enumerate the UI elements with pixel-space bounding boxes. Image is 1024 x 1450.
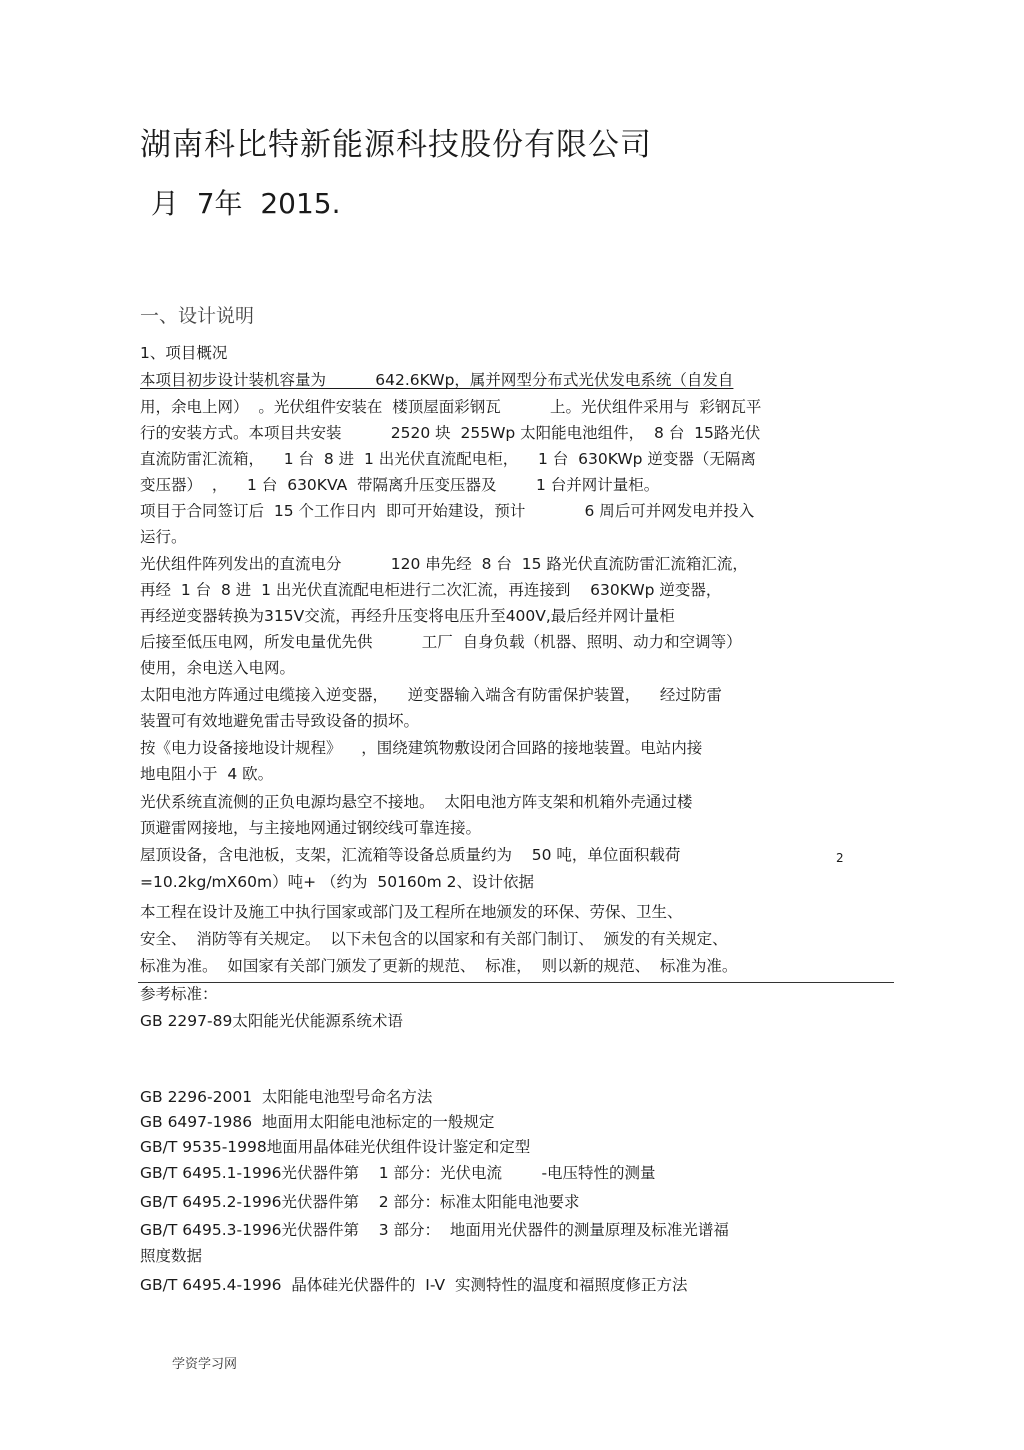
text-line: 本工程在设计及施工中执行国家或部门及工程所在地颁发的环保、劳保、卫生、 — [140, 903, 683, 921]
text-line: 行的安装方式。本项目共安装 2520 块 255Wp 太阳能电池组件， 8 台 15路光伏 — [140, 424, 761, 442]
text-line: 后接至低压电网，所发电量优先供 工厂 自身负载（机器、照明、动力和空调等） — [140, 633, 742, 651]
text-line: 屋顶设备，含电池板，支架，汇流箱等设备总质量约为 50 吨，单位面积载荷 — [140, 846, 681, 864]
superscript-mark: 2 — [836, 851, 844, 865]
text-line: 再经 1 台 8 进 1 出光伏直流配电柜进行二次汇流，再连接到 630KWp 逆变器， — [140, 581, 722, 599]
text-line: GB/T 6495.3-1996光伏器件第 3 部分： 地面用光伏器件的测量原理及标准光谱福 — [140, 1221, 729, 1239]
text-line: 使用，余电送入电网。 — [140, 659, 296, 677]
text-line: 光伏系统直流侧的正负电源均悬空不接地。 太阳电池方阵支架和机箱外壳通过楼 — [140, 793, 693, 811]
text-line: 运行。 — [140, 528, 187, 546]
text-line: 按《电力设备接地设计规程》 ，围绕建筑物敷设闭合回路的接地装置。电站内接 — [140, 739, 703, 757]
horizontal-rule — [138, 982, 894, 983]
text-line: 照度数据 — [140, 1247, 203, 1265]
text-line: GB/T 9535-1998地面用晶体硅光伏组件设计鉴定和定型 — [140, 1138, 531, 1156]
section-heading: 一、设计说明 — [140, 305, 255, 327]
text-line: =10.2kg/mX60m）吨+ （约为 50160m 2、设计依据 — [140, 873, 535, 891]
text-line: 参考标准： — [140, 985, 218, 1003]
text-line: 装置可有效地避免雷击导致设备的损坏。 — [140, 712, 420, 730]
text-line: 光伏组件阵列发出的直流电分 120 串先经 8 台 15 路光伏直流防雷汇流箱汇流， — [140, 555, 748, 573]
text-line: 顶避雷网接地，与主接地网通过钢绞线可靠连接。 — [140, 819, 482, 837]
text-line: 1、项目概况 — [140, 344, 228, 362]
text-line: GB 2296-2001 太阳能电池型号命名方法 — [140, 1088, 433, 1106]
text-line: 直流防雷汇流箱， 1 台 8 进 1 出光伏直流配电柜， 1 台 630KWp 逆变器（无隔离 — [140, 450, 756, 468]
text-line: 项目于合同签订后 15 个工作日内 即可开始建设，预计 6 周后可并网发电并投入 — [140, 502, 755, 520]
company-title: 湖南科比特新能源科技股份有限公司 — [140, 127, 652, 163]
text-line: GB 2297-89太阳能光伏能源系统术语 — [140, 1012, 403, 1030]
date-line: 月 7年 2015. — [142, 187, 341, 220]
text-line: GB 6497-1986 地面用太阳能电池标定的一般规定 — [140, 1113, 495, 1131]
text-line: 标准为准。 如国家有关部门颁发了更新的规范、 标准， 则以新的规范、 标准为准。 — [140, 957, 738, 975]
text-line: 本项目初步设计装机容量为 642.6KWp，属并网型分布式光伏发电系统（自发自 — [140, 371, 734, 389]
text-line: 地电阻小于 4 欧。 — [140, 765, 274, 783]
text-line: 再经逆变器转换为315V交流，再经升压变将电压升至400V,最后经并网计量柜 — [140, 607, 675, 625]
text-line: GB/T 6495.2-1996光伏器件第 2 部分：标准太阳能电池要求 — [140, 1193, 580, 1211]
text-line: GB/T 6495.1-1996光伏器件第 1 部分：光伏电流 -电压特性的测量 — [140, 1164, 656, 1182]
text-line: 变压器） ， 1 台 630KVA 带隔离升压变压器及 1 台并网计量柜。 — [140, 476, 660, 494]
text-line: GB/T 6495.4-1996 晶体硅光伏器件的 I-V 实测特性的温度和福照度修正方法 — [140, 1276, 688, 1294]
text-line: 太阳电池方阵通过电缆接入逆变器， 逆变器输入端含有防雷保护装置， 经过防雷 — [140, 686, 722, 704]
text-line: 安全、 消防等有关规定。 以下未包含的以国家和有关部门制订、 颁发的有关规定、 — [140, 930, 728, 948]
text-line: 用，余电上网） 。光伏组件安装在 楼顶屋面彩钢瓦 上。光伏组件采用与 彩钢瓦平 — [140, 398, 762, 416]
footer-watermark: 学资学习网 — [172, 1357, 238, 1372]
